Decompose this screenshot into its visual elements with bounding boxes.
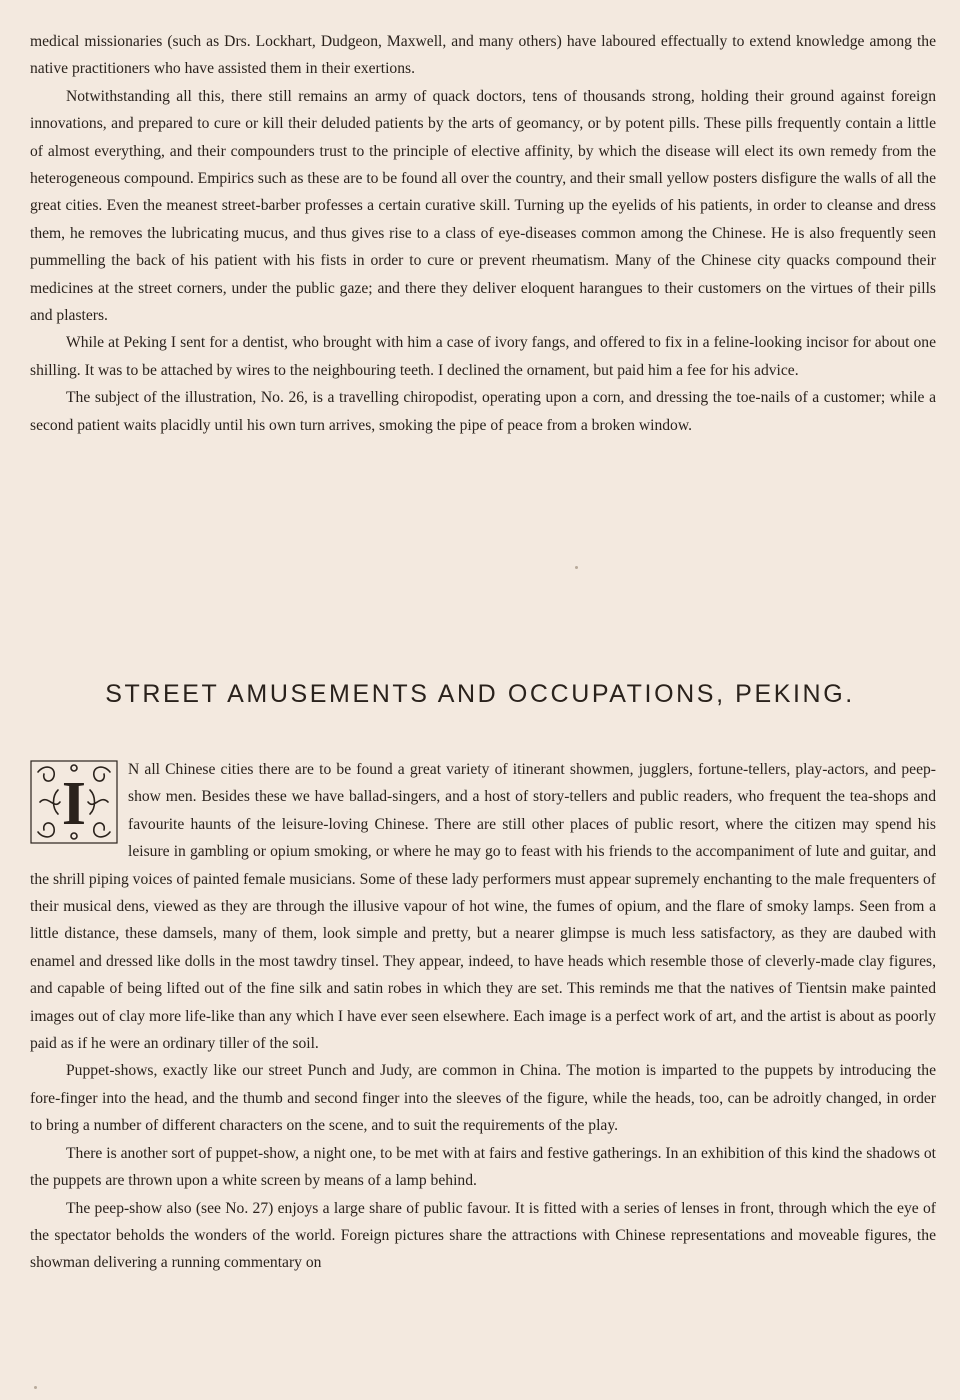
lower-text-section [30,756,936,1277]
section-heading: STREET AMUSEMENTS AND OCCUPATIONS, PEKING. [105,680,855,708]
paragraph-shadow-puppets: There is another sort of puppet-show, a night one, to be met with at fairs and festive gatherings. In an exhibition of this kind the shadows ot the puppets are thrown upon a white screen by means of a lamp behind. [30,1144,936,1190]
drop-cap-ornament-icon [30,760,118,844]
upper-text-section [30,28,936,439]
paragraph-intro: N all Chinese cities there are to be found a great variety of itinerant showmen, jugglers, fortune-tellers, play-actors, and peep-show men. Besides these we have ballad-singers, and a host of story-tellers and public readers, who frequent the tea-shops and favourite haunts of the leisure-loving Chinese. There are still other places of public resort, where the citizen may spend his leisure in gambling or opium smoking, or where he may go to feast with his friends to the accompaniment of lute and guitar, and the shrill piping voices of painted female musicians. Some of these lady performers must appear supremely enchanting to the male frequenters of their musical dens, viewed as they are through the illusive vapour of hot wine, the fumes of opium, and the flare of smoky lamps. Seen from a little distance, these damsels, many of them, look simple and pretty, but a nearer glimpse is much less satisfactory, as they are daubed with enamel and dressed like dolls in the most tawdry tinsel. They appear, indeed, to have heads which resemble those of cleverly-made clay figures, and capable of being lifted out of the fine silk and satin robes in which they are set. This reminds me that the natives of Tientsin make painted images out of clay more life-like than any which I have ever seen elsewhere. Each image is a perfect work of art, and the artist is about as poorly paid as if he were an ordinary tiller of the soil. [30,761,936,1053]
paragraph-peep-show: The peep-show also (see No. 27) enjoys a large share of public favour. It is fitted with a series of lenses in front, through which the eye of the spectator beholds the wonders of the world. Foreign pictures share the attractions with Chinese representations and moveable figures, the showman delivering a running commentary on [30,1199,936,1272]
paper-speck [575,566,578,569]
paragraph-quack-doctors: Notwithstanding all this, there still remains an army of quack doctors, tens of thousands strong, holding their ground against foreign innovations, and prepared to cure or kill their deluded patients by the arts of geomancy, or by potent pills. These pills frequently contain a little of almost everything, and their compounders trust to the principle of elective affinity, by which the disease will elect its own remedy from the heterogeneous compound. Empirics such as these are to be found all over the country, and their small yellow posters disfigure the walls of all the great cities. Even the meanest street-barber professes a certain curative skill. Turning up the eyelids of his patients, in order to cleanse and dress them, he removes the lubricating mucus, and thus gives rise to a class of eye-diseases common among the Chinese. He is also frequently seen pummelling the back of his patient with his fists in order to cure or prevent rheumatism. Many of the Chinese city quacks compound their medicines at the street corners, under the public gaze; and there they deliver eloquent harangues to their customers on the virtues of their pills and plasters. [30,87,936,325]
ornamental-drop-cap [30,760,118,844]
paper-speck [34,1386,37,1389]
paragraph-continuation: medical missionaries (such as Drs. Lockhart, Dudgeon, Maxwell, and many others) have laboured effectually to extend knowledge among the native practitioners who have assisted them in their exertions. [30,33,936,78]
paragraph-puppet-shows: Puppet-shows, exactly like our street Punch and Judy, are common in China. The motion is imparted to the puppets by introducing the fore-finger into the head, and the thumb and second finger into the sleeves of the figure, while the heads, too, can be adroitly changed, in order to bring a number of different characters on the scene, and to suit the requirements of the play. [30,1062,936,1135]
paragraph-illustration-26: The subject of the illustration, No. 26, is a travelling chiropodist, operating upon a corn, and dressing the toe-nails of a customer; while a second patient waits placidly until his own turn arrives, smoking the pipe of peace from a broken window. [30,389,936,434]
paragraph-dentist: While at Peking I sent for a dentist, who brought with him a case of ivory fangs, and offered to fix in a feline-looking incisor for about one shilling. It was to be attached by wires to the neighbouring teeth. I declined the ornament, but paid him a fee for his advice. [30,334,936,379]
drop-cap-letter: I [61,770,87,838]
